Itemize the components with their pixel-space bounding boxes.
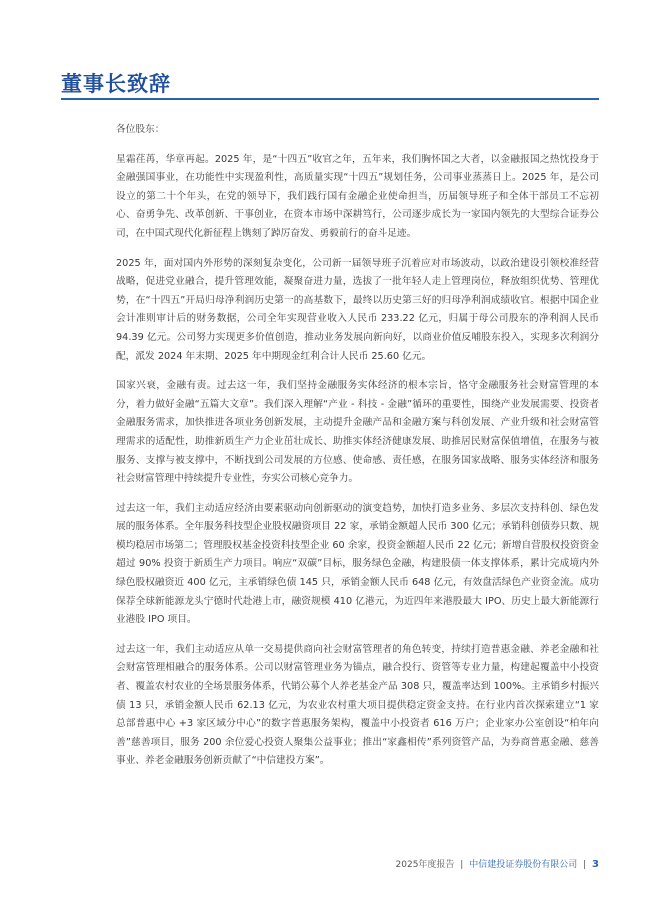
footer-report-label: 2025年度报告: [395, 860, 455, 870]
letter-paragraph-4: 过去这一年，我们主动适应经济由要素驱动向创新驱动的演变趋势，加快打造多业务、多层次支持科创、绿色发展的服务体系。全年服务科技型企业股权融资项目 22 家，承销金额超人民币 300 亿元；承销科创债券只数、规模均稳居市场第二；管理股权基金投资科技型企业 60 余家，投资金额超人民币 22 亿元；新增自营股权投资资金超过 90% 投资于新质生产力项目。响应“双碳”目标，服务绿色金融，构建股债一体支撑体系，累计完成境内外绿色股权融资近 400 亿元，主承销绿色债 145 只，承销金额人民币 648 亿元，有效盘活绿色产业资金流。成功保荐全球新能源龙头宁德时代赴港上市，融资规模 410 亿港元，为近四年来港股最大 IPO、历史上最大新能源行业港股 IPO 项目。: [116, 502, 599, 626]
footer-separator-2: |: [583, 860, 587, 870]
page-title: 董事长致辞: [61, 72, 171, 96]
letter-body: [116, 121, 599, 782]
letter-paragraph-1: 星霜荏苒，华章再起。2025 年，是“十四五”收官之年，五年来，我们胸怀国之大者，以金融报国之热忱投身于金融强国事业，在功能性中实现盈利性，高质量实现“十四五”规划任务，公司事业蒸蒸日上。2025 年，是公司设立的第二十个年头，在党的领导下，我们践行国有金融企业使命担当，历届领导班子和全体干部员工不忘初心、奋勇争先、改革创新、干事创业，在资本市场中深耕笃行，公司逐步成长为一家国内领先的大型综合证券公司，在中国式现代化新征程上镌刻了踔厉奋发、勇毅前行的奋斗足迹。: [116, 153, 599, 239]
footer-page-number: 3: [592, 859, 599, 870]
footer-company-name: 中信建投证券股份有限公司: [469, 860, 578, 870]
footer-separator: |: [460, 860, 464, 870]
letter-paragraph-2: 2025 年，面对国内外形势的深刻复杂变化，公司新一届领导班子沉着应对市场波动，以政治建设引领校准经营战略，促进党业融合，提升管理效能，凝聚奋进力量，选拔了一批年轻人走上管理岗位，释放组织优势、管理优势，在“十四五”开局归母净利润历史第一的高基数下，最终以历史第三好的归母净利润成绩收官。根据中国企业会计准则审计后的财务数据，公司全年实现营业收入人民币 233.22 亿元，归属于母公司股东的净利润人民币 94.39 亿元。公司努力实现更多价值创造，推动业务发展向新向好，以商业价值反哺股东投入，实现多次利润分配，派发 2024 年末期、2025 年中期现金红利合计人民币 25.60 亿元。: [116, 257, 599, 362]
letter-greeting: 各位股东：: [116, 124, 165, 135]
title-divider: [61, 98, 599, 100]
letter-paragraph-5: 过去这一年，我们主动适应从单一交易提供商向社会财富管理者的角色转变，持续打造普惠金融、养老金融和社会财富管理相融合的服务体系。公司以财富管理业务为锚点，融合投行、资管等专业力量，构建起覆盖中小投资者、覆盖农村农业的全场景服务体系，代销公募个人养老基金产品 308 只，覆盖率达到 100%。主承销乡村振兴债 13 只，承销金额人民币 62.13 亿元，为农业农村重大项目提供稳定资金支持。在行业内首次探索建立“1 家总部普惠中心 +3 家区域分中心”的数字普惠服务架构，覆盖中小投资者 616 万户；企业家办公室创设“柏年向善”慈善项目，服务 200 余位爱心投资人聚集公益事业；推出“家鑫相传”系列资管产品，为券商普惠金融、慈善事业、养老金融服务创新贡献了“中信建投方案”。: [116, 643, 599, 767]
page-footer: [396, 858, 599, 872]
letter-paragraph-3: 国家兴衰，金融有责。过去这一年，我们坚持金融服务实体经济的根本宗旨，恪守金融服务社会财富管理的本分，着力做好金融“五篇大文章”。我们深入理解“产业 - 科技 - 金融”循环的重要性，围绕产业发展需要、投资者金融服务需求，加快推进各项业务创新发展，主动提升金融产品和金融方案与科创发展、产业升级和社会财富管理需求的适配性，助推新质生产力企业茁壮成长、助推实体经济健康发展、助推居民财富保值增值，在服务与被服务、支撑与被支撑中，不断找到公司发展的方位感、使命感、责任感，在服务国家战略、服务实体经济和服务社会财富管理中持续提升专业性，夯实公司核心竞争力。: [116, 380, 599, 485]
